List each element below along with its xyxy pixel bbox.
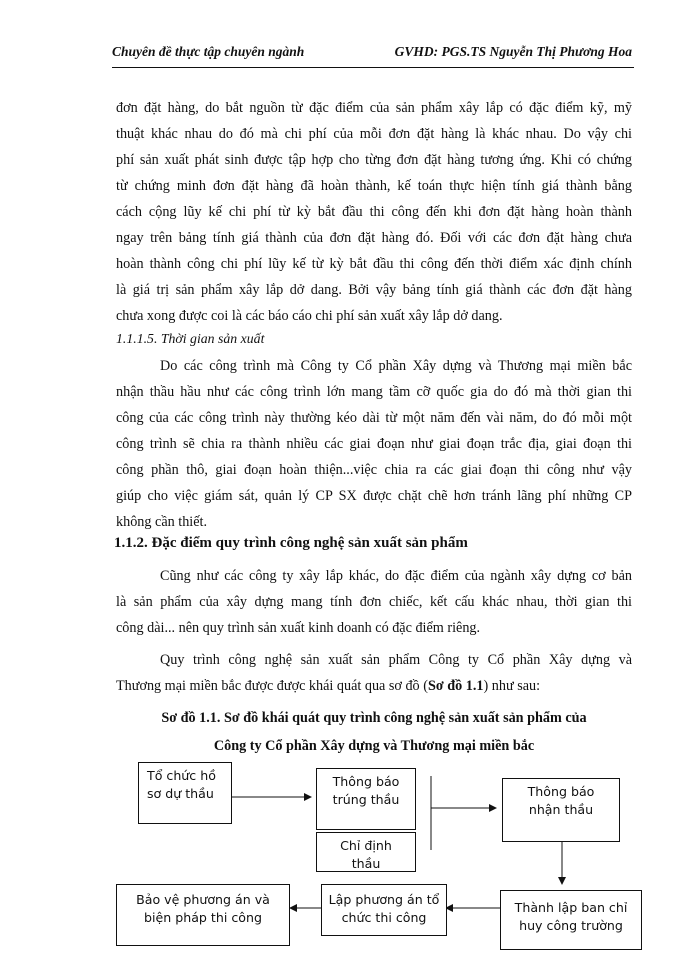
- box-thanh-lap-ban-chi-huy: [500, 890, 642, 950]
- paragraph-line: đơn đặt hàng, do bắt nguồn từ đặc điểm của sản phẩm xây lắp có đặc điểm kỹ, mỹ: [116, 100, 632, 116]
- box-label: huy công trường: [519, 918, 623, 933]
- paragraph-line: công phần thô, giai đoạn hoàn thiện...việc chia ra các giai đoạn thi công như vậy: [116, 462, 632, 478]
- box-thong-bao-nhan-thau: [502, 778, 620, 842]
- paragraph-line: hoàn thành công chi phí lũy kế từ kỳ bắt đầu thi công đến thời điểm xác định chính: [116, 256, 632, 272]
- header-supervisor: GVHD: PGS.TS Nguyễn Thị Phương Hoa: [394, 44, 632, 59]
- paragraph-line: Quy trình công nghệ sản xuất sản phẩm Công ty Cổ phần Xây dựng và: [160, 652, 632, 668]
- box-label: Chỉ định: [340, 838, 392, 853]
- paragraph-text: ) như sau:: [483, 678, 541, 694]
- box-label: Thông báo: [527, 784, 595, 799]
- box-label: Tổ chức hồ: [147, 768, 216, 783]
- box-label: biện pháp thi công: [144, 910, 262, 925]
- box-bao-ve-phuong-an: [116, 884, 290, 946]
- paragraph-line: giúp cho việc giám sát, quản lý CP SX được chặt chẽ hơn tránh lãng phí những CP: [116, 488, 632, 504]
- section-heading: 1.1.2. Đặc điểm quy trình công nghệ sản xuất sản phẩm: [114, 535, 468, 551]
- box-label: thầu: [351, 856, 381, 871]
- paragraph-line: là giá trị sản phẩm xây lắp dở dang. Bởi vậy bảng tính giá thành các đơn đặt hàng: [116, 282, 632, 298]
- paragraph-line: ngay trên bảng tính giá thành của đơn đặt hàng đó. Đối với các đơn đặt hàng chưa: [116, 230, 632, 246]
- paragraph-line: Cũng như các công ty xây lắp khác, do đặc điểm của ngành xây dựng cơ bản: [160, 568, 632, 584]
- box-to-chuc-ho-so: [138, 762, 232, 824]
- diagram-title: Sơ đồ 1.1. Sơ đồ khái quát quy trình công nghệ sản xuất sản phẩm của: [161, 710, 587, 726]
- paragraph-text: Thương mại miền bắc được được khái quát qua sơ đồ (: [116, 678, 428, 694]
- paragraph-line: không cần thiết.: [116, 514, 208, 530]
- paragraph-line: phí sản xuất phát sinh được tập hợp cho từng đơn đặt hàng tương ứng. Khi có chứng: [116, 152, 632, 168]
- box-label: Thành lập ban chỉ: [514, 900, 628, 915]
- box-chi-dinh-thau: [316, 832, 416, 872]
- box-thong-bao-trung-thau: [316, 768, 416, 830]
- paragraph-line: cách cộng lũy kế chi phí từ kỳ bắt đầu thi công đến khi đơn đặt hàng hoàn thành: [116, 204, 632, 220]
- paragraph-line: công trình sẽ chia ra thành nhiều các giai đoạn như giai đoạn trắc địa, giai đoạn thi: [116, 436, 632, 452]
- header-course-title: Chuyên đề thực tập chuyên ngành: [112, 44, 305, 59]
- box-label: Thông báo: [332, 774, 400, 789]
- paragraph-line: nhận thầu hầu như các công trình lớn mang tầm cỡ quốc gia do đó mà thời gian thi: [116, 384, 632, 400]
- diagram-reference: Sơ đồ 1.1: [427, 678, 484, 694]
- paragraph-line: chưa xong được coi là các báo cáo chi phí sản xuất xây lắp dở dang.: [116, 308, 503, 324]
- box-label: chức thi công: [341, 910, 427, 925]
- box-label: Lập phương án tổ: [328, 892, 440, 907]
- paragraph-line: Do các công trình mà Công ty Cổ phần Xây dựng và Thương mại miền bắc: [160, 358, 632, 374]
- subsection-heading: 1.1.1.5. Thời gian sản xuất: [116, 331, 265, 346]
- paragraph-line: từ chứng minh đơn đặt hàng đã hoàn thành, kế toán thực hiện tính giá thành bằng: [116, 178, 632, 194]
- paragraph-line: thuật khác nhau do đó mà chi phí của mỗi đơn đặt hàng là khác nhau. Do vậy chi: [116, 126, 632, 142]
- box-label: nhận thầu: [528, 802, 594, 817]
- paragraph-line: công dài... nên quy trình sản xuất kinh doanh có đặc điểm riêng.: [116, 620, 481, 636]
- box-lap-phuong-an: [321, 884, 447, 936]
- diagram-subtitle: Công ty Cổ phần Xây dựng và Thương mại miền bắc: [213, 738, 535, 754]
- box-label: Bảo vệ phương án và: [136, 892, 270, 907]
- paragraph-line: công của các công trình này thường kéo dài từ một năm đến vài năm, do đó mỗi một: [116, 410, 632, 426]
- paragraph-line: là sản phẩm của xây dựng mang tính đơn chiếc, kết cấu khác nhau, thời gian thi: [116, 594, 632, 610]
- box-label: trúng thầu: [332, 792, 400, 807]
- box-label: sơ dự thầu: [147, 786, 214, 801]
